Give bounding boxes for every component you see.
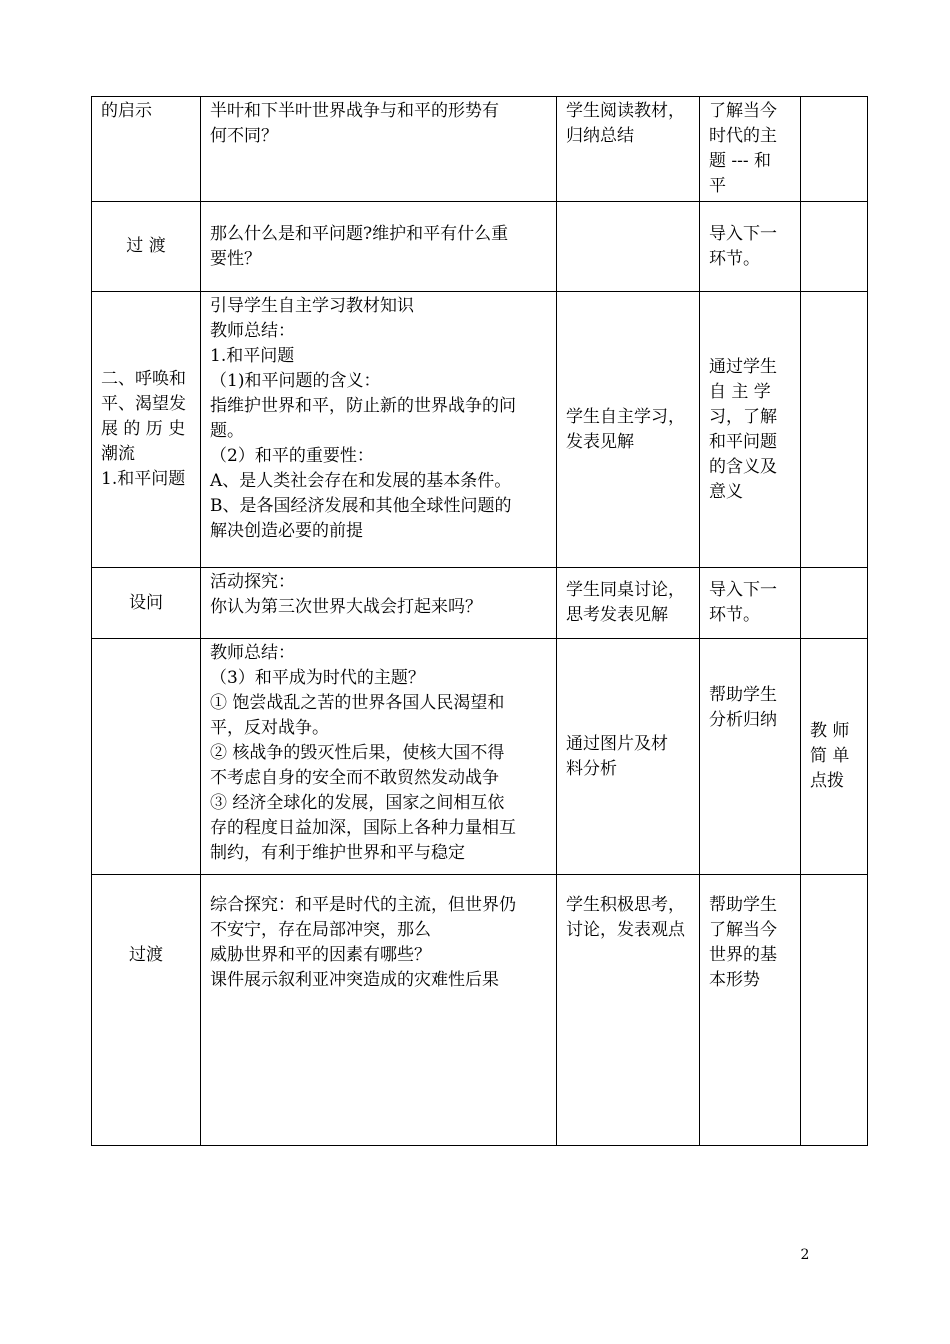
content-cell	[201, 97, 557, 202]
content-cell	[201, 568, 557, 639]
text-line: 课件展示叙利亚冲突造成的灾难性后果	[210, 970, 499, 990]
design-intent-cell	[700, 97, 801, 202]
text-line: 不安宁，存在局部冲突，那么	[210, 920, 431, 940]
text-line: A、是人类社会存在和发展的基本条件。	[210, 471, 512, 491]
text-line: 的含义及	[709, 456, 777, 477]
text-line: 思考发表见解	[566, 605, 668, 625]
text-line: 威胁世界和平的因素有哪些？	[210, 945, 431, 965]
text-line: 简 单	[810, 746, 850, 766]
text-line: 世界的基	[709, 945, 777, 965]
student-activity-cell	[557, 875, 700, 1146]
text-line: 活动探究：	[210, 572, 295, 592]
text-line: （3）和平成为时代的主题？	[210, 668, 425, 688]
student-activity-cell	[557, 568, 700, 639]
section-cell	[92, 202, 201, 292]
student-activity-cell	[557, 639, 700, 875]
text-line: ① 饱尝战乱之苦的世界各国人民渴望和	[210, 693, 505, 713]
text-line: 综合探究：和平是时代的主流，但世界仍	[210, 895, 516, 915]
text-line: 制约，有利于维护世界和平与稳定	[210, 843, 465, 863]
text-line: 的启示	[101, 101, 152, 121]
note-cell	[801, 568, 868, 639]
content-cell	[201, 875, 557, 1146]
text-line: 平	[709, 176, 726, 196]
design-intent-cell	[700, 875, 801, 1146]
text-line: 和平问题	[709, 431, 777, 452]
text-line: 过渡	[129, 945, 163, 965]
text-line: 那么什么是和平问题?维护和平有什么重	[210, 223, 509, 244]
text-line: 归纳总结	[566, 126, 634, 146]
text-line: 潮流	[101, 444, 135, 464]
text-line: 过 渡	[126, 236, 166, 256]
text-line: 本形势	[709, 970, 760, 990]
text-line: 导入下一	[709, 580, 777, 600]
text-line: 通过学生	[709, 356, 777, 377]
text-line: 题。	[210, 421, 244, 441]
text-line: 指维护世界和平，防止新的世界战争的问	[210, 396, 516, 416]
text-line: 何不同？	[210, 126, 278, 146]
text-line: 了解当今	[709, 101, 777, 121]
text-line: 讨论，发表观点	[566, 920, 685, 940]
table-row	[92, 639, 868, 875]
text-line: 自 主 学	[709, 381, 771, 402]
text-line: 你认为第三次世界大战会打起来吗？	[210, 597, 482, 617]
table-row	[92, 568, 868, 639]
text-line: 展 的 历 史	[101, 419, 186, 439]
text-line: 教师总结：	[210, 643, 295, 663]
design-intent-cell	[700, 202, 801, 292]
section-cell	[92, 568, 201, 639]
text-line: 点拨	[810, 771, 844, 791]
design-intent-cell	[700, 639, 801, 875]
text-line: 发表见解	[566, 431, 634, 452]
text-line: ② 核战争的毁灭性后果，使核大国不得	[210, 743, 505, 763]
text-line: 引导学生自主学习教材知识	[210, 296, 414, 316]
text-line: B、是各国经济发展和其他全球性问题的	[210, 496, 512, 516]
text-line: 分析归纳	[709, 710, 777, 730]
text-line: 环节。	[709, 248, 760, 269]
content-cell	[201, 292, 557, 568]
note-cell	[801, 875, 868, 1146]
text-line: 学生积极思考，	[566, 895, 685, 915]
lesson-plan-table	[91, 96, 868, 1146]
text-line: 设问	[129, 592, 163, 613]
student-activity-cell	[557, 202, 700, 292]
text-line: 帮助学生	[709, 895, 777, 915]
content-cell	[201, 639, 557, 875]
text-line: 帮助学生	[709, 685, 777, 705]
text-line: 存的程度日益加深，国际上各种力量相互	[210, 818, 516, 838]
note-cell	[801, 639, 868, 875]
text-line: 要性？	[210, 248, 261, 269]
text-line: 导入下一	[709, 223, 777, 244]
text-line: 料分析	[566, 758, 617, 779]
text-line: （1)和平问题的含义：	[210, 371, 381, 391]
text-line: ③ 经济全球化的发展，国家之间相互依	[210, 793, 505, 813]
text-line: 教 师	[810, 721, 850, 741]
text-line: 半叶和下半叶世界战争与和平的形势有	[210, 101, 499, 121]
text-line: （2）和平的重要性：	[210, 446, 374, 466]
note-cell	[801, 202, 868, 292]
table-row	[92, 292, 868, 568]
text-line: 通过图片及材	[566, 733, 668, 754]
text-line: 学生自主学习，	[566, 406, 685, 427]
text-line: 时代的主	[709, 126, 777, 146]
student-activity-cell	[557, 97, 700, 202]
text-line: 平、渴望发	[101, 394, 186, 414]
table-row	[92, 875, 868, 1146]
section-cell	[92, 97, 201, 202]
text-line: 二、呼唤和	[101, 369, 186, 389]
student-activity-cell	[557, 292, 700, 568]
text-line: 1.和平问题	[101, 469, 186, 489]
section-cell	[92, 292, 201, 568]
note-cell	[801, 97, 868, 202]
text-line: 不考虑自身的安全而不敢贸然发动战争	[210, 768, 499, 788]
section-cell	[92, 639, 201, 875]
text-line: 环节。	[709, 605, 760, 625]
text-line: 了解当今	[709, 920, 777, 940]
text-line: 习，了解	[709, 406, 777, 427]
page-number: 2	[800, 1247, 810, 1263]
text-line: 学生同桌讨论，	[566, 580, 685, 600]
design-intent-cell	[700, 292, 801, 568]
text-line: 学生阅读教材，	[566, 101, 685, 121]
text-line: 1.和平问题	[210, 346, 295, 366]
text-line: 教师总结：	[210, 321, 295, 341]
text-line: 解决创造必要的前提	[210, 521, 363, 541]
section-cell	[92, 875, 201, 1146]
text-line: 题 --- 和	[709, 151, 772, 171]
text-line: 意义	[709, 481, 743, 502]
note-cell	[801, 292, 868, 568]
design-intent-cell	[700, 568, 801, 639]
content-cell	[201, 202, 557, 292]
table-row	[92, 202, 868, 292]
table-row	[92, 97, 868, 202]
text-line: 平，反对战争。	[210, 718, 329, 738]
